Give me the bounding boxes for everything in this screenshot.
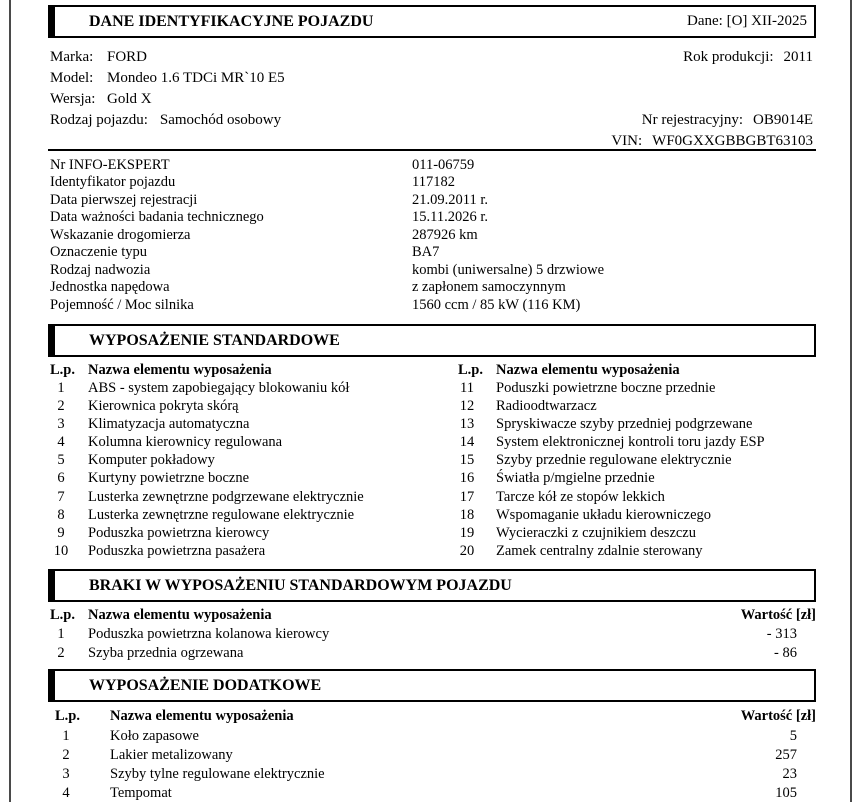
equipment-number: 4 bbox=[57, 434, 65, 450]
field-vin bbox=[611, 133, 813, 150]
equipment-name: Klimatyzacja automatyczna bbox=[88, 416, 250, 432]
equipment-value: - 313 bbox=[766, 626, 797, 642]
detail-value: 21.09.2011 r. bbox=[412, 192, 488, 208]
missing-equipment-box bbox=[48, 569, 816, 602]
equipment-number: 3 bbox=[57, 416, 65, 432]
column-header-value: Wartość [zł] bbox=[740, 607, 816, 623]
equipment-number: 2 bbox=[62, 747, 70, 763]
report-date: Dane: [O] XII-2025 bbox=[687, 13, 807, 29]
detail-value: kombi (uniwersalne) 5 drzwiowe bbox=[412, 262, 605, 278]
equipment-number: 8 bbox=[57, 507, 65, 523]
section-title: WYPOSAŻENIE DODATKOWE bbox=[89, 676, 322, 694]
detail-value: 15.11.2026 r. bbox=[412, 209, 488, 225]
equipment-name: Poduszka powietrzna pasażera bbox=[88, 543, 266, 559]
field-label: VIN: bbox=[611, 133, 643, 149]
section-title: BRAKI W WYPOSAŻENIU STANDARDOWYM POJAZDU bbox=[89, 576, 512, 594]
field-nr-rejestracyjny bbox=[642, 112, 813, 129]
standard-equipment-box bbox=[48, 324, 816, 357]
equipment-name: Lusterka zewnętrzne regulowane elektrycznie bbox=[88, 507, 355, 523]
detail-label: Pojemność / Moc silnika bbox=[50, 297, 194, 313]
field-value: FORD bbox=[107, 49, 148, 65]
detail-value: BA7 bbox=[412, 244, 440, 260]
equipment-name: Wspomaganie układu kierowniczego bbox=[496, 507, 712, 523]
field-label: Model: bbox=[50, 70, 94, 86]
field-value: Gold X bbox=[107, 91, 152, 107]
detail-label: Data pierwszej rejestracji bbox=[50, 192, 198, 208]
column-header-lp: L.p. bbox=[458, 362, 483, 378]
detail-value: z zapłonem samoczynnym bbox=[412, 279, 566, 295]
field-label: Nr rejestracyjny: bbox=[641, 112, 743, 128]
equipment-number: 4 bbox=[62, 785, 70, 801]
detail-label: Data ważności badania technicznego bbox=[50, 209, 264, 225]
field-model bbox=[50, 70, 285, 87]
column-header-value: Wartość [zł] bbox=[740, 708, 816, 724]
equipment-name: Lakier metalizowany bbox=[110, 747, 233, 763]
equipment-name: Kolumna kierownicy regulowana bbox=[88, 434, 283, 450]
equipment-number: 12 bbox=[459, 398, 475, 414]
column-header-name: Nazwa elementu wyposażenia bbox=[88, 362, 272, 378]
equipment-name: Tempomat bbox=[110, 785, 172, 801]
equipment-name: Spryskiwacze szyby przedniej podgrzewane bbox=[496, 416, 753, 432]
field-value: 2011 bbox=[783, 49, 813, 65]
equipment-number: 19 bbox=[459, 525, 475, 541]
equipment-number: 13 bbox=[459, 416, 475, 432]
equipment-name: Komputer pokładowy bbox=[88, 452, 215, 468]
page-right-border bbox=[850, 0, 852, 802]
page-title: DANE IDENTYFIKACYJNE POJAZDU bbox=[89, 12, 374, 30]
equipment-number: 6 bbox=[57, 470, 65, 486]
field-label: Wersja: bbox=[50, 91, 96, 107]
equipment-name: Szyba przednia ogrzewana bbox=[88, 645, 244, 661]
detail-label: Jednostka napędowa bbox=[50, 279, 170, 295]
equipment-number: 7 bbox=[57, 489, 65, 505]
section-divider bbox=[48, 149, 816, 151]
equipment-name: Wycieraczki z czujnikiem deszczu bbox=[496, 525, 696, 541]
equipment-name: Kierownica pokryta skórą bbox=[88, 398, 239, 414]
detail-label: Nr INFO-EKSPERT bbox=[50, 157, 170, 173]
column-header-name: Nazwa elementu wyposażenia bbox=[88, 607, 272, 623]
equipment-number: 3 bbox=[62, 766, 70, 782]
equipment-value: 105 bbox=[775, 785, 797, 801]
equipment-name: Poduszka powietrzna kierowcy bbox=[88, 525, 270, 541]
field-label: Rok produkcji: bbox=[683, 49, 774, 65]
equipment-number: 15 bbox=[459, 452, 475, 468]
detail-value: 287926 km bbox=[412, 227, 478, 243]
equipment-number: 14 bbox=[459, 434, 475, 450]
equipment-name: Radioodtwarzacz bbox=[496, 398, 597, 414]
column-header-name: Nazwa elementu wyposażenia bbox=[110, 708, 294, 724]
equipment-number: 11 bbox=[460, 380, 474, 396]
equipment-name: Lusterka zewnętrzne podgrzewane elektrycznie bbox=[88, 489, 364, 505]
header-box bbox=[48, 5, 816, 38]
equipment-name: ABS - system zapobiegający blokowaniu kół bbox=[88, 380, 350, 396]
detail-label: Rodzaj nadwozia bbox=[50, 262, 151, 278]
equipment-number: 2 bbox=[57, 398, 65, 414]
detail-value: 117182 bbox=[412, 174, 455, 190]
detail-label: Wskazanie drogomierza bbox=[50, 227, 191, 243]
equipment-name: Poduszki powietrzne boczne przednie bbox=[496, 380, 716, 396]
equipment-name: Poduszka powietrzna kolanowa kierowcy bbox=[88, 626, 330, 642]
detail-value: 1560 ccm / 85 kW (116 KM) bbox=[412, 297, 581, 313]
field-rok-produkcji bbox=[683, 49, 813, 66]
equipment-name: Szyby tylne regulowane elektrycznie bbox=[110, 766, 325, 782]
equipment-number: 1 bbox=[57, 380, 65, 396]
equipment-value: - 86 bbox=[774, 645, 797, 661]
detail-label: Oznaczenie typu bbox=[50, 244, 148, 260]
equipment-name: System elektronicznej kontroli toru jazdy ESP bbox=[496, 434, 765, 450]
equipment-name: Szyby przednie regulowane elektrycznie bbox=[496, 452, 732, 468]
field-label: Rodzaj pojazdu: bbox=[50, 112, 148, 128]
equipment-number: 17 bbox=[459, 489, 475, 505]
equipment-number: 1 bbox=[57, 626, 65, 642]
equipment-value: 257 bbox=[775, 747, 797, 763]
column-header-lp: L.p. bbox=[50, 362, 75, 378]
equipment-number: 1 bbox=[62, 728, 70, 744]
column-header-lp: L.p. bbox=[50, 607, 75, 623]
field-value: Mondeo 1.6 TDCi MR`10 E5 bbox=[107, 70, 285, 86]
equipment-number: 20 bbox=[459, 543, 475, 559]
column-header-name: Nazwa elementu wyposażenia bbox=[496, 362, 680, 378]
field-value: OB9014E bbox=[753, 112, 813, 128]
equipment-number: 5 bbox=[57, 452, 65, 468]
field-value: WF0GXXGBBGBT63103 bbox=[652, 133, 813, 149]
field-value: Samochód osobowy bbox=[159, 112, 282, 128]
page-left-border bbox=[9, 0, 11, 802]
field-label: Marka: bbox=[50, 49, 94, 65]
equipment-number: 9 bbox=[57, 525, 65, 541]
equipment-name: Zamek centralny zdalnie sterowany bbox=[496, 543, 703, 559]
field-rodzaj-pojazdu bbox=[50, 112, 281, 129]
equipment-name: Światła p/mgielne przednie bbox=[496, 470, 655, 486]
equipment-number: 16 bbox=[459, 470, 475, 486]
equipment-name: Koło zapasowe bbox=[110, 728, 199, 744]
additional-equipment-box bbox=[48, 669, 816, 702]
equipment-name: Kurtyny powietrzne boczne bbox=[88, 470, 250, 486]
equipment-number: 10 bbox=[53, 543, 69, 559]
equipment-number: 2 bbox=[57, 645, 65, 661]
field-marka bbox=[50, 49, 147, 66]
detail-value: 011-06759 bbox=[412, 157, 475, 173]
equipment-value: 5 bbox=[789, 728, 797, 744]
column-header-lp: L.p. bbox=[55, 708, 80, 724]
field-wersja bbox=[50, 91, 152, 108]
detail-label: Identyfikator pojazdu bbox=[50, 174, 176, 190]
equipment-name: Tarcze kół ze stopów lekkich bbox=[496, 489, 665, 505]
equipment-value: 23 bbox=[782, 766, 797, 782]
equipment-number: 18 bbox=[459, 507, 475, 523]
section-title: WYPOSAŻENIE STANDARDOWE bbox=[89, 331, 340, 349]
